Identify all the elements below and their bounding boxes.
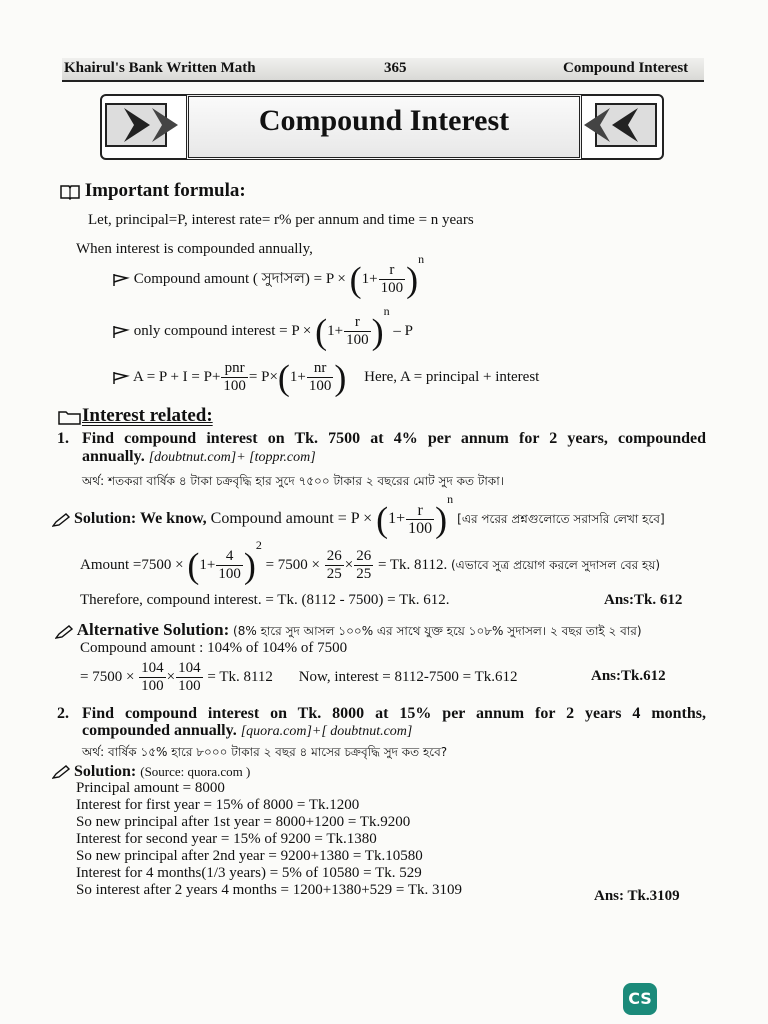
q1-alt-line1: Compound amount : 104% of 104% of 7500 [80,640,348,656]
one-plus: 1+ [361,270,378,287]
step-line: Interest for second year = 15% of 9200 = Tk.1380 [76,831,377,847]
paren-close: ) [435,499,448,540]
formula-compound-interest [112,304,413,352]
formula-compound-amount [112,252,425,300]
step-line: So interest after 2 years 4 months = 1200+1380+529 = Tk. 3109 [76,882,463,898]
numerator: 26 [326,548,342,564]
q1-bangla: অর্থ: শতকরা বার্ষিক ৪ টাকা চক্রবৃদ্ধি হার সুদে ৭৫০০ টাকার ২ বছরের মোট সুদ কত টাকা। [82,474,504,488]
result-note: (এভাবে সুত্র প্রয়োগ করলে সুদাসল বের হয়) [451,557,661,572]
solution-note: [এর পরের প্রশ্নগুলোতে সরাসরি লেখা হবে] [457,512,665,527]
eq-7500: = 7500 × [265,556,320,573]
numerator: 4 [216,548,243,566]
pencil-icon [52,765,70,779]
alt-solution-label: Alternative Solution: [76,620,230,639]
fraction-104-100 [176,660,203,695]
numerator: r [379,262,406,280]
q2-steps [76,780,462,899]
denominator: 100 [408,520,433,537]
denominator: 100 [178,678,201,694]
q1-annually: annually. [82,448,145,465]
paren-open: ( [349,259,362,300]
flag-icon [112,371,130,385]
amount-result: = Tk. 8112. [377,556,448,573]
q2-compounded: compounded annually. [82,722,237,739]
q2-answer: Ans: Tk.3109 [594,888,680,904]
paren-close: ) [371,311,384,352]
chevron-right-icon [104,100,184,150]
paren-close: ) [406,259,419,300]
q1-text-line2 [82,448,316,466]
q1-text-line1: Find compound interest on Tk. 7500 at 4% per annum for 2 years, compounded [82,430,706,447]
solution-label: Solution: We know, [74,510,207,528]
q1-number: 1. [57,430,69,447]
exponent-n: n [447,492,454,506]
numerator: r [344,314,371,332]
denominator: 25 [326,566,342,582]
q1-therefore: Therefore, compound interest. = Tk. (8112 - 7500) = Tk. 612. [80,592,450,608]
pencil-icon [55,625,73,639]
paren-open: ( [277,357,290,398]
formula-heading-row [60,180,246,202]
one-plus: 1+ [327,322,344,339]
amount-label: Amount =7500 × [80,556,184,573]
interest-related-row [58,405,213,427]
formula-1-label: Compound amount ( সুদাসল) = P × [133,270,346,287]
step-line: Interest for first year = 15% of 8000 = Tk.1200 [76,797,360,813]
formula-3-note: Here, A = principal + interest [364,368,540,385]
formula-3-mid: = P× [248,368,278,385]
denominator: 100 [346,332,369,348]
fraction-26-25 [325,548,344,583]
chevron-left-icon [578,100,658,150]
step-line: So new principal after 1st year = 8000+1200 = Tk.9200 [76,814,411,830]
formula-intro-2: When interest is compounded annually, [76,241,313,257]
numerator: nr [307,360,334,378]
numerator: r [406,502,434,520]
fraction-4-100 [216,548,243,583]
section-heading: Interest related: [82,405,213,426]
q1-alt-equation [80,660,518,695]
times-sign: × [344,556,354,573]
paren-close: ) [334,357,347,398]
solution-source: (Source: quora.com ) [140,764,251,779]
times-sign: × [166,668,176,685]
exponent-2: 2 [255,538,262,552]
exponent-n: n [383,304,390,318]
one-plus: 1+ [199,556,216,573]
q1-source: [doubtnut.com]+ [toppr.com] [148,450,316,465]
denominator: 100 [141,678,164,694]
step-line: Principal amount = 8000 [76,780,225,796]
paren-open: ( [187,545,200,586]
paren-close: ) [243,545,256,586]
fraction-104-100 [139,660,166,695]
fraction-r-100 [379,262,406,297]
one-plus: 1+ [289,368,306,385]
fraction-r-100 [406,502,434,537]
exponent-n: n [418,252,425,266]
folder-icon [58,409,82,425]
formula-3-label: A = P + I = P+ [132,368,221,385]
paren-open: ( [315,311,328,352]
camscanner-badge-icon: CS [623,983,657,1015]
denominator: 100 [380,280,404,296]
denominator: 100 [223,378,246,394]
q2-bangla: অর্থ: বার্ষিক ১৫% হারে ৮০০০ টাকার ২ বছর ৪ মাসের চক্রবৃদ্ধি সুদ কত হবে? [82,745,448,759]
flag-icon [112,325,130,339]
solution-label: Solution: [74,763,137,780]
formula-intro: Let, principal=P, interest rate= r% per annum and time = n years [88,212,474,228]
fraction-r-100 [344,314,371,349]
numerator: pnr [221,360,248,378]
page-number: 365 [384,60,407,76]
fraction-nr-100 [307,360,334,395]
fraction-pnr-100 [221,360,248,395]
formula-heading: Important formula: [84,180,246,201]
fraction-26-25 [354,548,373,583]
step-line: Interest for 4 months(1/3 years) = 5% of 10580 = Tk. 529 [76,865,422,881]
formula-2-label: only compound interest = P × [133,322,312,339]
chapter-title: Compound Interest [563,60,689,76]
q2-text-line2 [82,722,412,740]
q2-number: 2. [57,705,69,722]
alt-eq: = 7500 × [80,668,135,685]
denominator: 25 [356,566,372,582]
alt-note: (8% হারে সুদ আসল ১০০% এর সাথে যুক্ত হয়ে ১০৮% সুদাসল। ২ বছর তাই ২ বার) [233,624,642,638]
q1-amount-row [80,538,661,586]
numerator: 26 [356,548,372,564]
formula-simple [112,357,540,398]
denominator: 100 [218,566,241,582]
one-plus: 1+ [388,510,406,528]
q2-source: [quora.com]+[ doubtnut.com] [240,724,413,739]
pencil-icon [52,513,70,527]
solution-formula: Compound amount = P × [210,510,373,528]
q1-solution-row [52,492,665,540]
alt-interest: Now, interest = 8112-7500 = Tk.612 [298,668,518,685]
q1-answer: Ans:Tk. 612 [604,592,683,608]
alt-result: = Tk. 8112 [207,668,273,685]
denominator: 100 [308,378,332,394]
step-line: So new principal after 2nd year = 9200+1380 = Tk.10580 [76,848,423,864]
banner-title: Compound Interest [258,104,510,137]
paren-open: ( [376,499,389,540]
numerator: 104 [141,660,164,676]
q2-solution-row [52,763,250,781]
minus-p: – P [393,322,413,339]
book-icon [60,184,80,200]
book-title: Khairul's Bank Written Math [64,60,256,76]
q2-text-line1: Find compound interest on Tk. 8000 at 15% per annum for 2 years 4 months, [82,705,706,722]
flag-icon [112,273,130,287]
numerator: 104 [178,660,201,676]
q1-alt-answer: Ans:Tk.612 [591,668,666,684]
